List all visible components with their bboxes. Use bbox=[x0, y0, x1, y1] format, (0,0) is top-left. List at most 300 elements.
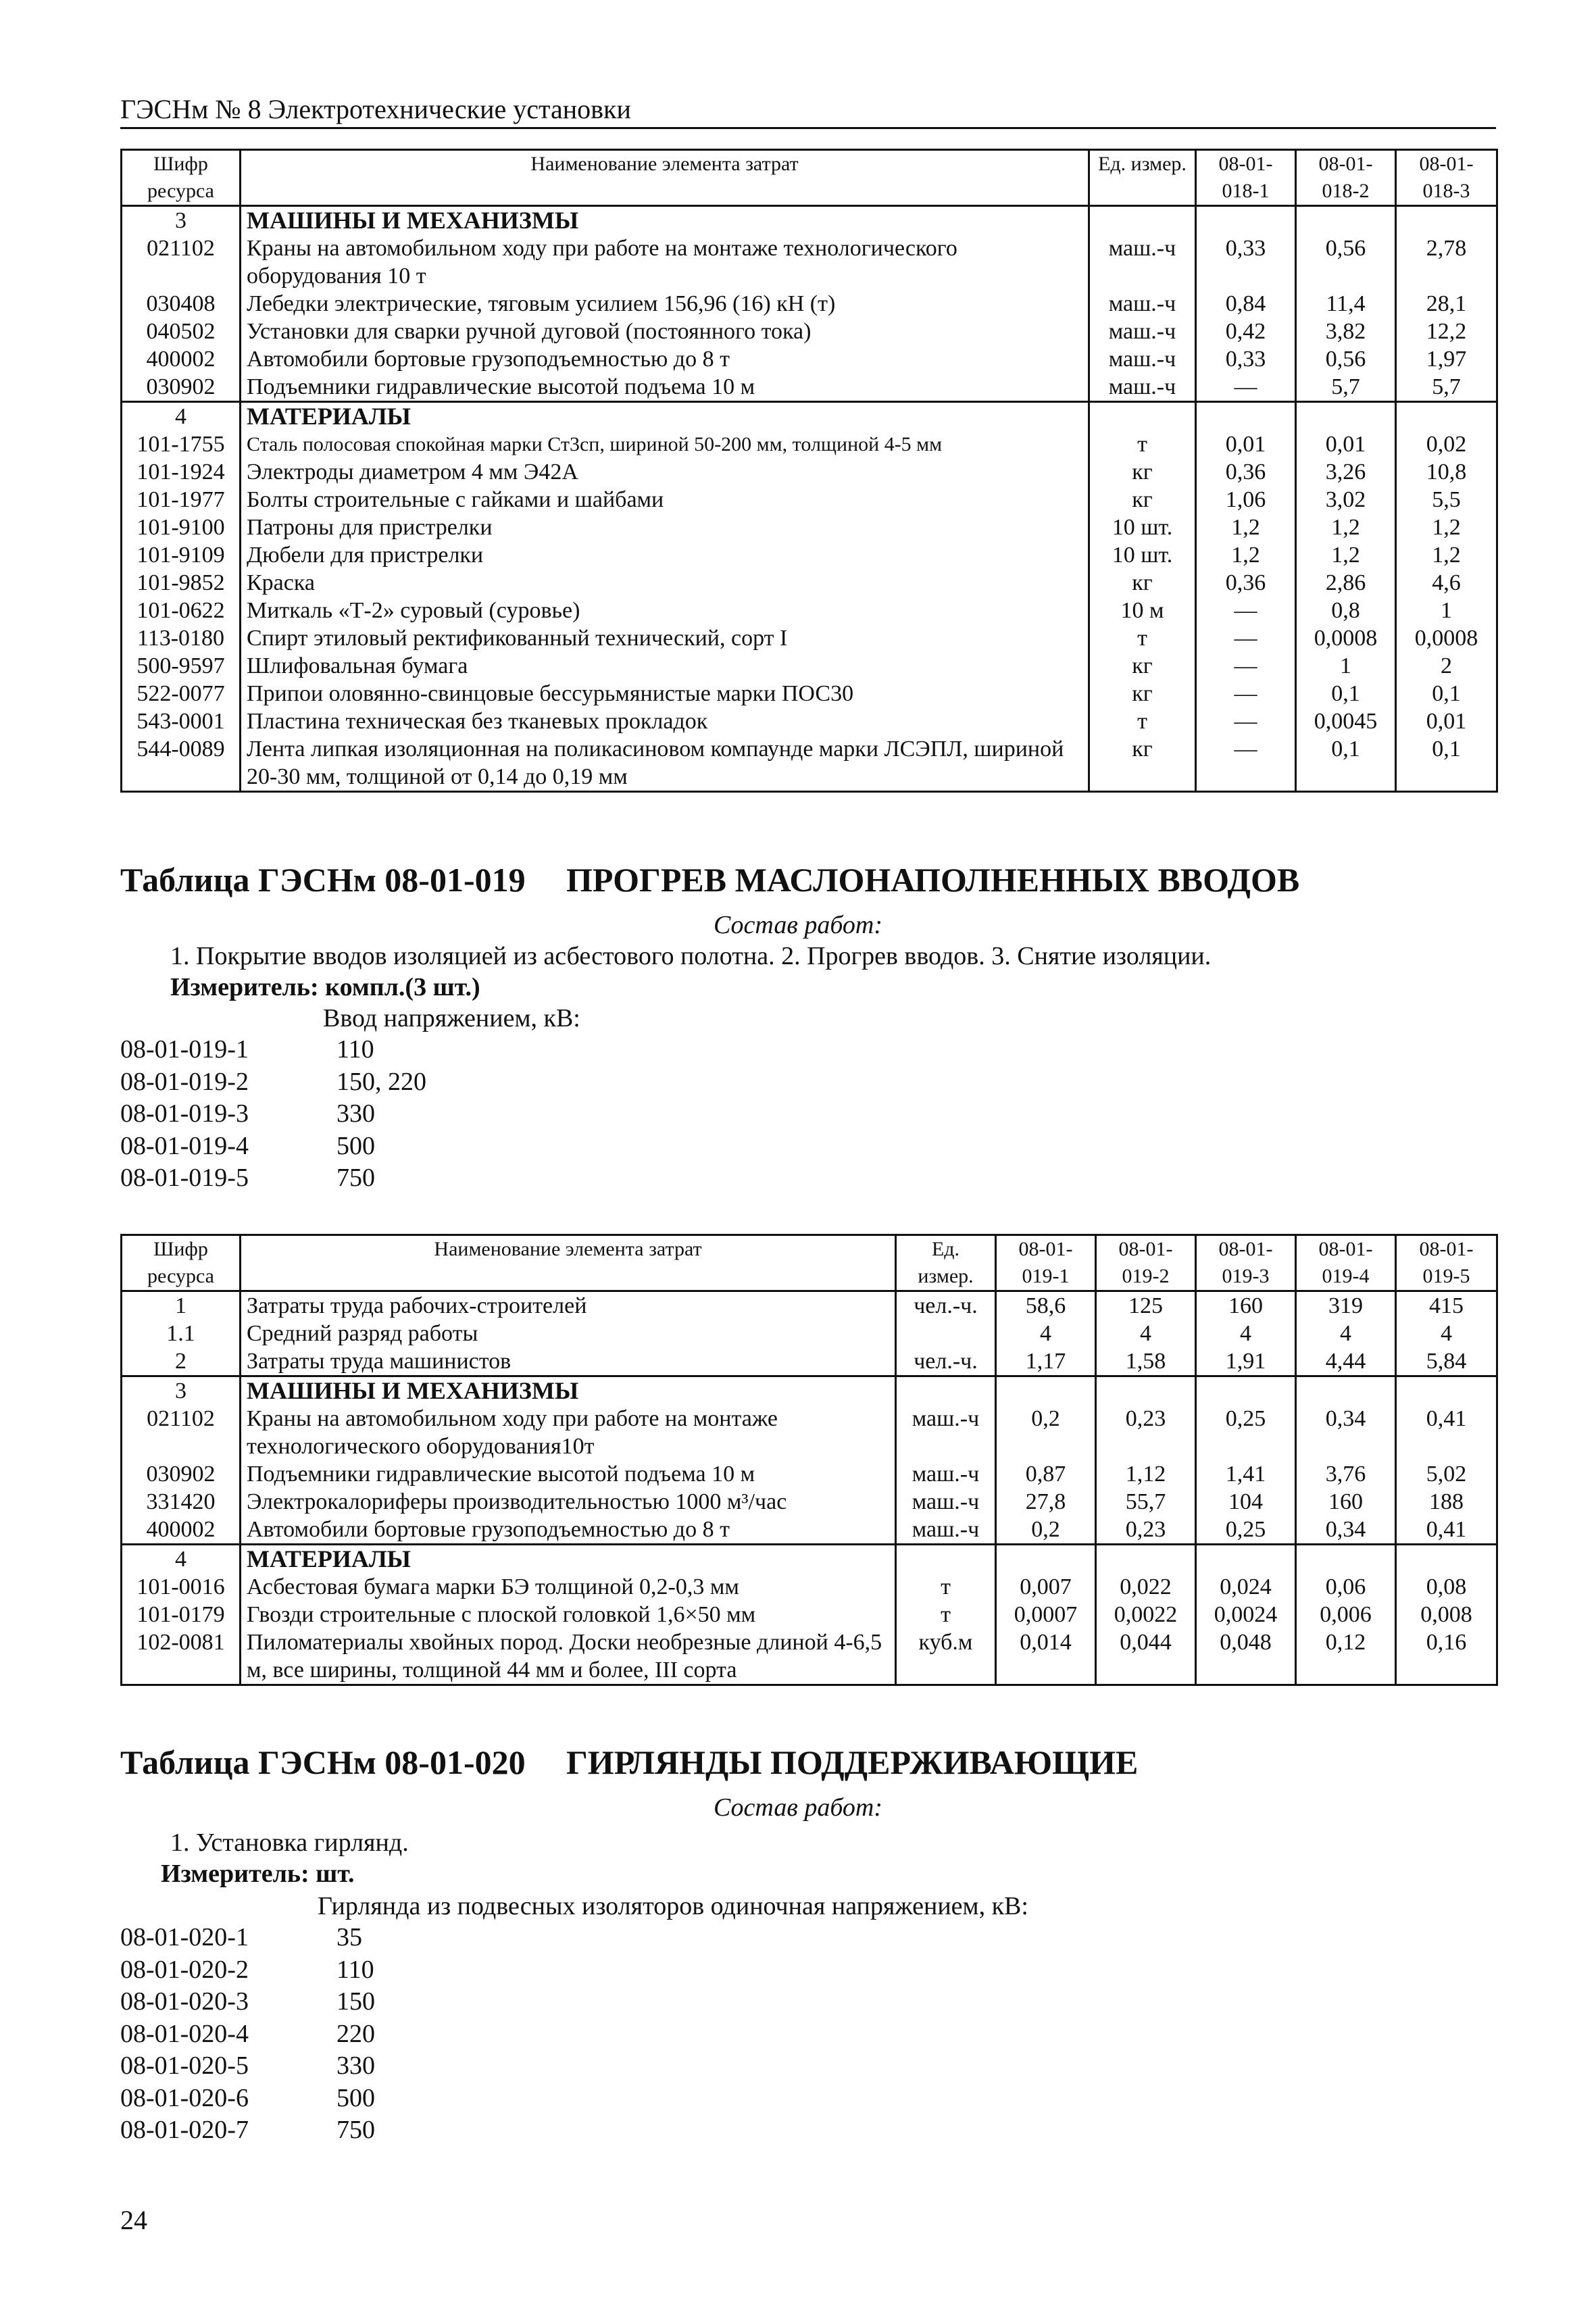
norm-value: 0,36 bbox=[1196, 569, 1296, 597]
resource-name: Автомобили бортовые грузоподъемностью до 8 т bbox=[241, 345, 1089, 373]
unit-cell: т bbox=[1089, 430, 1196, 458]
unit-cell: маш.-ч bbox=[896, 1405, 996, 1460]
table-row bbox=[122, 569, 1497, 597]
unit-cell: 10 шт. bbox=[1089, 541, 1196, 569]
norm-value bbox=[1296, 206, 1396, 235]
resource-name: Средний разряд работы bbox=[241, 1320, 896, 1347]
table-row bbox=[122, 735, 1497, 792]
resource-name: Пластина техническая без тканевых прокладок bbox=[241, 707, 1089, 735]
norm-code-row bbox=[120, 1954, 374, 1987]
norm-code-row bbox=[120, 1986, 375, 2018]
norm-code-row bbox=[120, 1034, 374, 1066]
table-row bbox=[122, 1488, 1497, 1516]
norm-value: 1,2 bbox=[1296, 541, 1396, 569]
norm-value: 0,01 bbox=[1296, 430, 1396, 458]
unit-cell bbox=[896, 1320, 996, 1347]
unit-cell: маш.-ч bbox=[896, 1488, 996, 1516]
unit-cell: маш.-ч bbox=[1089, 345, 1196, 373]
column-header-norm: 08-01-018-3 bbox=[1396, 150, 1497, 206]
resource-name: Асбестовая бумага марки БЭ толщиной 0,2-0,3 мм bbox=[241, 1573, 896, 1601]
table-row bbox=[122, 373, 1497, 402]
resource-name: Патроны для пристрелки bbox=[241, 514, 1089, 541]
resource-name: Лебедки электрические, тяговым усилием 156,96 (16) кН (т) bbox=[241, 290, 1089, 318]
norm-value: 0,1 bbox=[1296, 735, 1396, 792]
table-row bbox=[122, 345, 1497, 373]
unit-cell: кг bbox=[1089, 735, 1196, 792]
resource-name: Сталь полосовая спокойная марки Ст3сп, шириной 50-200 мм, толщиной 4-5 мм bbox=[241, 430, 1089, 458]
resource-code: 101-0622 bbox=[122, 597, 241, 624]
unit-cell: маш.-ч bbox=[1089, 373, 1196, 402]
resource-table-018 bbox=[120, 149, 1498, 793]
table-title-020 bbox=[120, 1742, 1139, 1783]
norm-value: 0,1 bbox=[1396, 680, 1497, 707]
norm-value bbox=[1296, 1376, 1396, 1405]
norm-value: 3,26 bbox=[1296, 458, 1396, 486]
norm-value: 3,82 bbox=[1296, 318, 1396, 345]
norm-value: 0,23 bbox=[1096, 1516, 1196, 1545]
norm-value: 3,76 bbox=[1296, 1460, 1396, 1488]
norm-value: 4,6 bbox=[1396, 569, 1497, 597]
resource-name: Дюбели для пристрелки bbox=[241, 541, 1089, 569]
page-number: 24 bbox=[120, 2205, 147, 2235]
unit-cell: маш.-ч bbox=[1089, 290, 1196, 318]
unit-cell: маш.-ч bbox=[896, 1460, 996, 1488]
norm-value: 27,8 bbox=[996, 1488, 1096, 1516]
norm-value: 1 bbox=[1396, 597, 1497, 624]
norm-code-row bbox=[120, 2114, 375, 2147]
norm-value: 0,024 bbox=[1196, 1573, 1296, 1601]
table-row bbox=[122, 597, 1497, 624]
norm-value: 1,41 bbox=[1196, 1460, 1296, 1488]
norm-value: 0,08 bbox=[1396, 1573, 1497, 1601]
norm-value: 0,022 bbox=[1096, 1573, 1196, 1601]
table-row bbox=[122, 1601, 1497, 1628]
table-row bbox=[122, 1516, 1497, 1545]
column-header-unit: Ед. измер. bbox=[1089, 150, 1196, 206]
norm-value: 0,014 bbox=[996, 1628, 1096, 1685]
norm-value: 5,02 bbox=[1396, 1460, 1497, 1488]
norm-value: 0,25 bbox=[1196, 1405, 1296, 1460]
norm-value: 0,36 bbox=[1196, 458, 1296, 486]
table-row bbox=[122, 1347, 1497, 1376]
resource-code: 101-1755 bbox=[122, 430, 241, 458]
unit-cell: кг bbox=[1089, 652, 1196, 680]
norm-code: 08-01-019-5 bbox=[120, 1164, 249, 1192]
unit-cell: кг bbox=[1089, 680, 1196, 707]
resource-name: Установки для сварки ручной дуговой (постоянного тока) bbox=[241, 318, 1089, 345]
norm-value bbox=[1096, 1376, 1196, 1405]
norm-parameter-value: 500 bbox=[336, 1131, 375, 1160]
table-row bbox=[122, 1405, 1497, 1460]
resource-code: 021102 bbox=[122, 234, 241, 290]
table-row bbox=[122, 458, 1497, 486]
resource-name: Электроды диаметром 4 мм Э42А bbox=[241, 458, 1089, 486]
meter-unit: Измеритель: шт. bbox=[161, 1860, 355, 1888]
column-header-unit: Ед. измер. bbox=[896, 1235, 996, 1291]
norm-value: 0,0024 bbox=[1196, 1601, 1296, 1628]
resource-code: 113-0180 bbox=[122, 624, 241, 652]
column-header-code: Шифр ресурса bbox=[122, 1235, 241, 1291]
resource-name: Затраты труда машинистов bbox=[241, 1347, 896, 1376]
resource-code: 544-0089 bbox=[122, 735, 241, 792]
norm-value: — bbox=[1196, 652, 1296, 680]
norm-value: 0,2 bbox=[996, 1516, 1096, 1545]
table-title-019 bbox=[120, 860, 1300, 900]
norm-value bbox=[1196, 206, 1296, 235]
unit-cell: 10 м bbox=[1089, 597, 1196, 624]
norm-value: 1,12 bbox=[1096, 1460, 1196, 1488]
norm-code-list-019 bbox=[120, 1034, 426, 1195]
resource-code: 4 bbox=[122, 402, 241, 431]
norm-parameter-value: 150 bbox=[336, 1987, 375, 2016]
meter-unit: Измеритель: компл.(3 шт.) bbox=[170, 973, 480, 1001]
norm-value: 0,33 bbox=[1196, 234, 1296, 290]
resource-code: 2 bbox=[122, 1347, 241, 1376]
norm-value: 0,2 bbox=[996, 1405, 1096, 1460]
resource-code: 040502 bbox=[122, 318, 241, 345]
norm-value: 4,44 bbox=[1296, 1347, 1396, 1376]
norm-value: 0,34 bbox=[1296, 1405, 1396, 1460]
norm-value: 55,7 bbox=[1096, 1488, 1196, 1516]
resource-code: 3 bbox=[122, 1376, 241, 1405]
table-row bbox=[122, 1291, 1497, 1320]
norm-value: — bbox=[1196, 373, 1296, 402]
norm-value: 4 bbox=[1296, 1320, 1396, 1347]
table-row bbox=[122, 234, 1497, 290]
norm-value: 2 bbox=[1396, 652, 1497, 680]
norm-value: 0,12 bbox=[1296, 1628, 1396, 1685]
norm-value: 0,006 bbox=[1296, 1601, 1396, 1628]
norm-value: 0,41 bbox=[1396, 1516, 1497, 1545]
resource-name: Болты строительные с гайками и шайбами bbox=[241, 486, 1089, 514]
norm-parameter-value: 330 bbox=[336, 1099, 375, 1128]
norm-value: 1,97 bbox=[1396, 345, 1497, 373]
resource-code: 400002 bbox=[122, 345, 241, 373]
composition-label: Состав работ: bbox=[713, 1793, 883, 1822]
resource-name: Краска bbox=[241, 569, 1089, 597]
norm-value: 0,0007 bbox=[996, 1601, 1096, 1628]
norm-value: 28,1 bbox=[1396, 290, 1497, 318]
norm-value: — bbox=[1196, 624, 1296, 652]
unit-cell bbox=[1089, 402, 1196, 431]
norm-value: 0,42 bbox=[1196, 318, 1296, 345]
norm-value: 0,8 bbox=[1296, 597, 1396, 624]
norm-code: 08-01-020-1 bbox=[120, 1923, 249, 1951]
norm-value: 1,2 bbox=[1296, 514, 1396, 541]
table-row bbox=[122, 541, 1497, 569]
norm-value: 319 bbox=[1296, 1291, 1396, 1320]
norm-value: 4 bbox=[1196, 1320, 1296, 1347]
resource-name: Шлифовальная бумага bbox=[241, 652, 1089, 680]
norm-value: 0,02 bbox=[1396, 430, 1497, 458]
norm-value: — bbox=[1196, 735, 1296, 792]
column-header-code: Шифр ресурса bbox=[122, 150, 241, 206]
norm-value bbox=[1296, 1545, 1396, 1574]
norm-value: 0,34 bbox=[1296, 1516, 1396, 1545]
norm-value: 0,008 bbox=[1396, 1601, 1497, 1628]
norm-value: 0,048 bbox=[1196, 1628, 1296, 1685]
table-row bbox=[122, 652, 1497, 680]
column-header-norm: 08-01-019-1 bbox=[996, 1235, 1096, 1291]
norm-value: 58,6 bbox=[996, 1291, 1096, 1320]
norm-code-row bbox=[120, 1066, 426, 1099]
resource-code: 543-0001 bbox=[122, 707, 241, 735]
norm-value bbox=[1396, 1545, 1497, 1574]
resource-code: 3 bbox=[122, 206, 241, 235]
norm-value: 0,1 bbox=[1296, 680, 1396, 707]
resource-name: Автомобили бортовые грузоподъемностью до 8 т bbox=[241, 1516, 896, 1545]
norm-value: 1,91 bbox=[1196, 1347, 1296, 1376]
norm-value: 0,84 bbox=[1196, 290, 1296, 318]
norm-value: 5,7 bbox=[1396, 373, 1497, 402]
norm-value: 1,58 bbox=[1096, 1347, 1196, 1376]
group-row bbox=[122, 402, 1497, 431]
group-row bbox=[122, 206, 1497, 235]
norm-value: 5,7 bbox=[1296, 373, 1396, 402]
column-header-name: Наименование элемента затрат bbox=[241, 150, 1089, 206]
table-row bbox=[122, 486, 1497, 514]
norm-parameter-value: 330 bbox=[336, 2051, 375, 2080]
unit-cell: куб.м bbox=[896, 1628, 996, 1685]
norm-code: 08-01-019-4 bbox=[120, 1131, 249, 1160]
norm-value: 0,87 bbox=[996, 1460, 1096, 1488]
norm-value: 0,0008 bbox=[1396, 624, 1497, 652]
table-row bbox=[122, 318, 1497, 345]
unit-cell: кг bbox=[1089, 569, 1196, 597]
resource-code: 522-0077 bbox=[122, 680, 241, 707]
norm-value: 11,4 bbox=[1296, 290, 1396, 318]
unit-cell: маш.-ч bbox=[1089, 318, 1196, 345]
resource-code: 1.1 bbox=[122, 1320, 241, 1347]
unit-cell: чел.-ч. bbox=[896, 1347, 996, 1376]
group-heading: МАШИНЫ И МЕХАНИЗМЫ bbox=[241, 1376, 896, 1405]
column-header-norm: 08-01-018-2 bbox=[1296, 150, 1396, 206]
norm-parameter-value: 110 bbox=[336, 1955, 374, 1984]
table-row bbox=[122, 707, 1497, 735]
norm-value: 5,84 bbox=[1396, 1347, 1497, 1376]
norm-value bbox=[1396, 206, 1497, 235]
resource-name: Краны на автомобильном ходу при работе на монтаже технологического оборудования 10 т bbox=[241, 234, 1089, 290]
norm-parameter-value: 110 bbox=[336, 1035, 374, 1064]
norm-value bbox=[1196, 1376, 1296, 1405]
norm-value: 1,2 bbox=[1396, 541, 1497, 569]
norm-value: 125 bbox=[1096, 1291, 1196, 1320]
norm-value: 2,86 bbox=[1296, 569, 1396, 597]
norm-value: 0,007 bbox=[996, 1573, 1096, 1601]
norm-parameter-value: 750 bbox=[336, 1164, 375, 1192]
group-heading: МАТЕРИАЛЫ bbox=[241, 402, 1089, 431]
column-header-norm: 08-01-019-4 bbox=[1296, 1235, 1396, 1291]
group-heading: МАТЕРИАЛЫ bbox=[241, 1545, 896, 1574]
unit-cell: т bbox=[896, 1601, 996, 1628]
norm-code-row bbox=[120, 1922, 362, 1954]
unit-cell: т bbox=[1089, 707, 1196, 735]
norm-value bbox=[1296, 402, 1396, 431]
table-row bbox=[122, 1320, 1497, 1347]
column-header-norm: 08-01-019-5 bbox=[1396, 1235, 1497, 1291]
norm-value: 0,41 bbox=[1396, 1405, 1497, 1460]
resource-name: Спирт этиловый ректификованный технический, сорт I bbox=[241, 624, 1089, 652]
group-heading: МАШИНЫ И МЕХАНИЗМЫ bbox=[241, 206, 1089, 235]
resource-code: 101-0016 bbox=[122, 1573, 241, 1601]
table-label: Таблица ГЭСНм 08-01-019 bbox=[120, 861, 526, 899]
norm-code: 08-01-020-2 bbox=[120, 1955, 249, 1984]
column-header-norm: 08-01-019-3 bbox=[1196, 1235, 1296, 1291]
norm-value: 1 bbox=[1296, 652, 1396, 680]
norm-value: 104 bbox=[1196, 1488, 1296, 1516]
resource-name: Краны на автомобильном ходу при работе на монтаже технологического оборудования10т bbox=[241, 1405, 896, 1460]
norm-value: 5,5 bbox=[1396, 486, 1497, 514]
norm-value: 3,02 bbox=[1296, 486, 1396, 514]
norm-value: 4 bbox=[996, 1320, 1096, 1347]
resource-name: Затраты труда рабочих-строителей bbox=[241, 1291, 896, 1320]
group-row bbox=[122, 1376, 1497, 1405]
resource-table-019 bbox=[120, 1234, 1498, 1686]
group-row bbox=[122, 1545, 1497, 1574]
composition-label: Состав работ: bbox=[713, 911, 883, 939]
table-name: ГИРЛЯНДЫ ПОДДЕРЖИВАЮЩИЕ bbox=[566, 1743, 1139, 1781]
unit-cell: кг bbox=[1089, 486, 1196, 514]
resource-code: 101-0179 bbox=[122, 1601, 241, 1628]
norm-value: 12,2 bbox=[1396, 318, 1497, 345]
column-header-norm: 08-01-019-2 bbox=[1096, 1235, 1196, 1291]
norm-value: 1,2 bbox=[1196, 514, 1296, 541]
running-header: ГЭСНм № 8 Электротехнические установки bbox=[120, 93, 1496, 129]
unit-cell bbox=[896, 1376, 996, 1405]
unit-cell: кг bbox=[1089, 458, 1196, 486]
norm-value: 4 bbox=[1396, 1320, 1497, 1347]
table-row bbox=[122, 1460, 1497, 1488]
table-row bbox=[122, 1573, 1497, 1601]
norm-code-row bbox=[120, 2050, 375, 2083]
norm-value: 0,23 bbox=[1096, 1405, 1196, 1460]
norm-code-row bbox=[120, 1098, 375, 1130]
norm-value bbox=[1396, 1376, 1497, 1405]
unit-cell bbox=[896, 1545, 996, 1574]
norm-value: — bbox=[1196, 680, 1296, 707]
norm-value: 0,0008 bbox=[1296, 624, 1396, 652]
resource-code: 101-9100 bbox=[122, 514, 241, 541]
norm-value: 1,06 bbox=[1196, 486, 1296, 514]
norm-value: 0,56 bbox=[1296, 234, 1396, 290]
norm-value: 4 bbox=[1096, 1320, 1196, 1347]
resource-code: 331420 bbox=[122, 1488, 241, 1516]
norm-value bbox=[1396, 402, 1497, 431]
resource-name: Лента липкая изоляционная на поликасиновом компаунде марки ЛСЭПЛ, шириной 20-30 мм, толщиной от 0,14 до 0,19 мм bbox=[241, 735, 1089, 792]
resource-name: Электрокалориферы производительностью 1000 м³/час bbox=[241, 1488, 896, 1516]
norm-value: 2,78 bbox=[1396, 234, 1497, 290]
norm-value: 0,25 bbox=[1196, 1516, 1296, 1545]
composition-text: 1. Установка гирлянд. bbox=[170, 1828, 409, 1857]
norm-code-row bbox=[120, 2018, 375, 2051]
resource-code: 030408 bbox=[122, 290, 241, 318]
resource-code: 101-9852 bbox=[122, 569, 241, 597]
norm-value: 0,33 bbox=[1196, 345, 1296, 373]
table-row bbox=[122, 680, 1497, 707]
unit-cell: маш.-ч bbox=[896, 1516, 996, 1545]
resource-name: Припои оловянно-свинцовые бессурьмянистые марки ПОС30 bbox=[241, 680, 1089, 707]
norm-value: 415 bbox=[1396, 1291, 1497, 1320]
norm-value: 160 bbox=[1196, 1291, 1296, 1320]
norm-value: 0,06 bbox=[1296, 1573, 1396, 1601]
norm-code: 08-01-020-5 bbox=[120, 2051, 249, 2080]
norm-value bbox=[1096, 1545, 1196, 1574]
norm-code-row bbox=[120, 2083, 375, 2115]
resource-code: 400002 bbox=[122, 1516, 241, 1545]
norm-value bbox=[996, 1545, 1096, 1574]
resource-code: 102-0081 bbox=[122, 1628, 241, 1685]
norm-value: 0,01 bbox=[1396, 707, 1497, 735]
norm-value: — bbox=[1196, 597, 1296, 624]
norm-value: 188 bbox=[1396, 1488, 1497, 1516]
norm-code-row bbox=[120, 1130, 375, 1163]
resource-code: 030902 bbox=[122, 373, 241, 402]
norm-value: 0,044 bbox=[1096, 1628, 1196, 1685]
table-row bbox=[122, 624, 1497, 652]
resource-code: 4 bbox=[122, 1545, 241, 1574]
table-row bbox=[122, 290, 1497, 318]
norm-value: 160 bbox=[1296, 1488, 1396, 1516]
norm-value bbox=[996, 1376, 1096, 1405]
norm-code: 08-01-019-2 bbox=[120, 1067, 249, 1096]
column-header-norm: 08-01-018-1 bbox=[1196, 150, 1296, 206]
resource-name: Миткаль «Т-2» суровый (суровье) bbox=[241, 597, 1089, 624]
parameter-label: Ввод напряжением, кВ: bbox=[323, 1004, 580, 1032]
resource-code: 030902 bbox=[122, 1460, 241, 1488]
unit-cell bbox=[1089, 206, 1196, 235]
norm-value: 0,0045 bbox=[1296, 707, 1396, 735]
resource-code: 101-1977 bbox=[122, 486, 241, 514]
norm-code: 08-01-020-4 bbox=[120, 2019, 249, 2048]
norm-value: 0,01 bbox=[1196, 430, 1296, 458]
norm-value: 0,1 bbox=[1396, 735, 1497, 792]
norm-code: 08-01-020-3 bbox=[120, 1987, 249, 2016]
resource-code: 101-1924 bbox=[122, 458, 241, 486]
norm-parameter-value: 500 bbox=[336, 2083, 375, 2112]
norm-value: 1,17 bbox=[996, 1347, 1096, 1376]
resource-code: 1 bbox=[122, 1291, 241, 1320]
norm-parameter-value: 220 bbox=[336, 2019, 375, 2048]
table-label: Таблица ГЭСНм 08-01-020 bbox=[120, 1743, 526, 1781]
norm-parameter-value: 35 bbox=[336, 1923, 362, 1951]
norm-parameter-value: 750 bbox=[336, 2116, 375, 2144]
resource-code: 101-9109 bbox=[122, 541, 241, 569]
norm-value bbox=[1196, 1545, 1296, 1574]
unit-cell: т bbox=[1089, 624, 1196, 652]
composition-text: 1. Покрытие вводов изоляцией из асбестового полотна. 2. Прогрев вводов. 3. Снятие изоляции. bbox=[170, 942, 1212, 970]
resource-name: Подъемники гидравлические высотой подъема 10 м bbox=[241, 373, 1089, 402]
parameter-label: Гирлянда из подвесных изоляторов одиночная напряжением, кВ: bbox=[318, 1892, 1028, 1920]
norm-code: 08-01-020-7 bbox=[120, 2116, 249, 2144]
resource-name: Подъемники гидравлические высотой подъема 10 м bbox=[241, 1460, 896, 1488]
norm-code: 08-01-019-1 bbox=[120, 1035, 249, 1064]
norm-value: 0,56 bbox=[1296, 345, 1396, 373]
norm-code: 08-01-019-3 bbox=[120, 1099, 249, 1128]
unit-cell: маш.-ч bbox=[1089, 234, 1196, 290]
resource-code: 500-9597 bbox=[122, 652, 241, 680]
norm-value: 1,2 bbox=[1396, 514, 1497, 541]
table-row bbox=[122, 1628, 1497, 1685]
norm-value: 1,2 bbox=[1196, 541, 1296, 569]
norm-value: 0,16 bbox=[1396, 1628, 1497, 1685]
norm-value: 0,0022 bbox=[1096, 1601, 1196, 1628]
norm-value bbox=[1196, 402, 1296, 431]
unit-cell: т bbox=[896, 1573, 996, 1601]
resource-name: Пиломатериалы хвойных пород. Доски необрезные длиной 4-6,5 м, все ширины, толщиной 44 мм и более, III сорта bbox=[241, 1628, 896, 1685]
norm-code-row bbox=[120, 1162, 375, 1195]
resource-code: 021102 bbox=[122, 1405, 241, 1460]
norm-code: 08-01-020-6 bbox=[120, 2083, 249, 2112]
